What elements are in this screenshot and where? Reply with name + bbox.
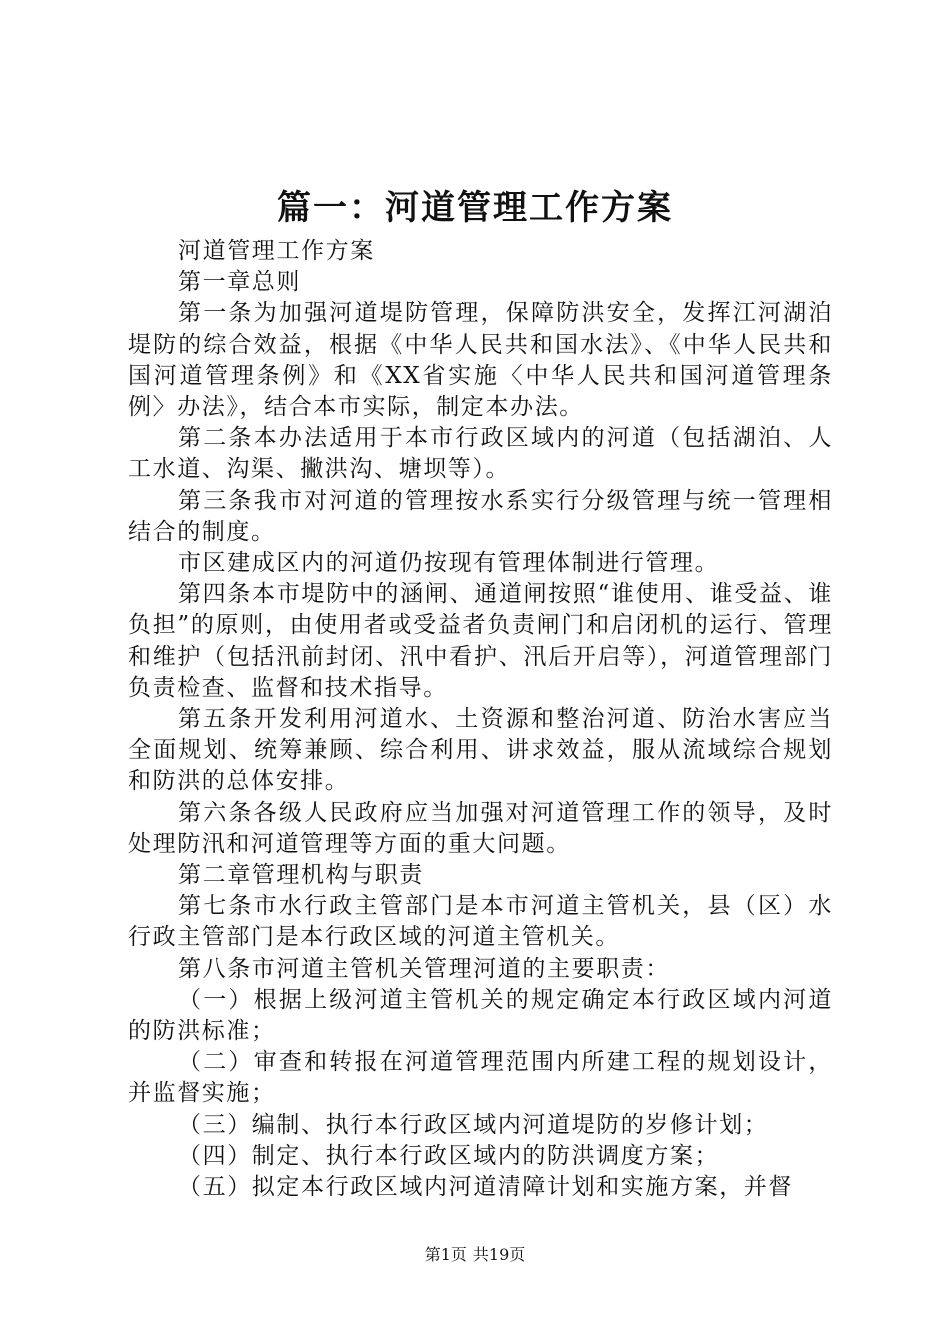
list-item: （四）制定、执行本行政区域内的防洪调度方案； — [178, 1142, 720, 1169]
list-item: （三）编制、执行本行政区域内河道堤防的岁修计划； — [178, 1111, 769, 1138]
paragraph: 市区建成区内的河道仍按现有管理体制进行管理。 — [178, 550, 720, 577]
document-body — [128, 236, 833, 1203]
chapter-heading: 第一章总则 — [178, 269, 301, 296]
chapter-heading: 第二章管理机构与职责 — [178, 862, 424, 889]
page-number: 第1页 — [424, 1245, 467, 1264]
paragraph: 第二条本办法适用于本市行政区域内的河道（包括湖泊、人工水道、沟渠、撇洪沟、塘坝等）。 — [128, 425, 833, 483]
paragraph: 第三条我市对河道的管理按水系实行分级管理与统一管理相结合的制度。 — [128, 487, 833, 545]
paragraph: 第五条开发利用河道水、土资源和整治河道、防治水害应当全面规划、统筹兼顾、综合利用、讲求效益，服从流域综合规划和防洪的总体安排。 — [128, 706, 833, 795]
paragraph: 第七条市水行政主管部门是本市河道主管机关，县（区）水行政主管部门是本行政区域的河道主管机关。 — [128, 893, 833, 951]
page-footer — [0, 1244, 950, 1266]
paragraph: 第八条市河道主管机关管理河道的主要职责： — [178, 955, 670, 982]
paragraph: 第六条各级人民政府应当加强对河道管理工作的领导，及时处理防汛和河道管理等方面的重大问题。 — [128, 799, 833, 857]
list-item: （五）拟定本行政区域内河道清障计划和实施方案，并督 — [178, 1174, 793, 1201]
list-item: （二）审查和转报在河道管理范围内所建工程的规划设计，并监督实施； — [128, 1049, 833, 1107]
paragraph: 第一条为加强河道堤防管理，保障防洪安全，发挥江河湖泊堤防的综合效益，根据《中华人民共和国水法》、《中华人民共和国河道管理条例》和《XX省实施〈中华人民共和国河道管理条例〉办法》，结合本市实际，制定本办法。 — [128, 300, 833, 421]
page-total: 共19页 — [472, 1245, 526, 1264]
paragraph: 第四条本市堤防中的涵闸、通道闸按照“谁使用、谁受益、谁负担”的原则，由使用者或受益者负责闸门和启闭机的运行、管理和维护（包括汛前封闭、汛中看护、汛后开启等），河道管理部门负责检查、监督和技术指导。 — [128, 581, 833, 701]
list-item: （一）根据上级河道主管机关的规定确定本行政区域内河道的防洪标准； — [128, 986, 833, 1045]
paragraph: 河道管理工作方案 — [178, 238, 375, 264]
document-title: 篇一：河道管理工作方案 — [277, 188, 673, 228]
